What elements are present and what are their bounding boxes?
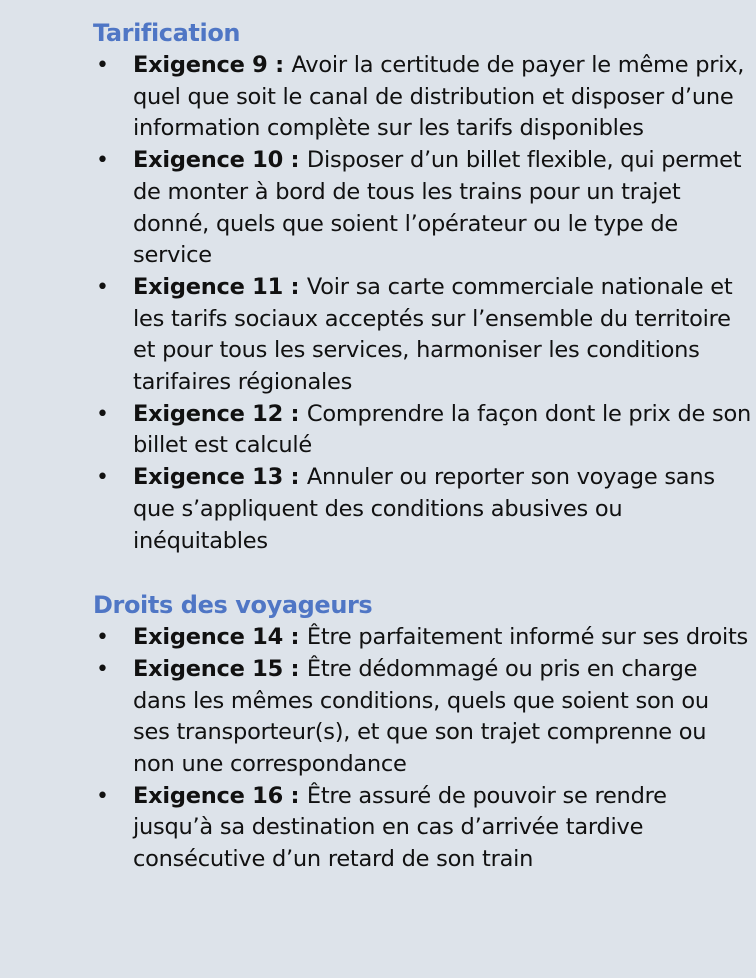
list-item <box>0 145 756 272</box>
requirements-list <box>0 622 756 876</box>
requirement-label: Exigence 9 : <box>133 52 292 78</box>
list-item <box>0 272 756 399</box>
section-droits-des-voyageurs <box>0 588 756 876</box>
requirement-text: Être assuré de pouvoir se rendre jusqu’à sa destination en cas d’arrivée tardive consécutive d’un retard de son train <box>133 782 667 873</box>
requirement-text: Avoir la certitude de payer le même prix, quel que soit le canal de distribution et disposer d’une information complète sur les tarifs disponibles <box>133 52 745 142</box>
section-heading: Tarification <box>93 19 241 47</box>
bullet-icon: • <box>96 625 109 651</box>
requirement-label: Exigence 15 : <box>133 655 307 682</box>
list-item <box>0 781 756 876</box>
bullet-icon: • <box>96 783 109 809</box>
requirement-text: Annuler ou reporter son voyage sans que s’appliquent des conditions abusives ou inéquitables <box>133 464 715 554</box>
requirement-label: Exigence 11 : <box>133 273 307 300</box>
requirement-label: Exigence 10 : <box>133 147 307 174</box>
list-item <box>0 462 756 557</box>
requirement-label: Exigence 14 : <box>133 624 307 651</box>
section-heading: Droits des voyageurs <box>93 591 373 620</box>
list-item <box>0 654 756 781</box>
requirement-label: Exigence 16 : <box>133 782 307 809</box>
section-tarification <box>0 16 756 557</box>
list-item <box>0 399 756 462</box>
requirement-text: Comprendre la façon dont le prix de son billet est calculé <box>133 400 751 459</box>
bullet-icon: • <box>96 401 109 427</box>
bullet-icon: • <box>96 274 109 300</box>
requirements-list <box>0 50 756 557</box>
requirement-text: Voir sa carte commerciale nationale et les tarifs sociaux acceptés sur l’ensemble du territoire et pour tous les services, harmoniser les conditions tarifaires régionales <box>133 273 733 396</box>
bullet-icon: • <box>96 148 109 174</box>
requirement-label: Exigence 13 : <box>133 464 307 491</box>
requirement-text: Disposer d’un billet flexible, qui permet de monter à bord de tous les trains pour un trajet donné, quels que soient l’opérateur ou le type de service <box>133 147 742 269</box>
bullet-icon: • <box>96 656 109 682</box>
requirement-text: Être parfaitement informé sur ses droits <box>306 624 749 651</box>
bullet-icon: • <box>96 465 109 491</box>
bullet-icon: • <box>96 53 109 78</box>
list-item <box>0 622 756 654</box>
requirement-text: Être dédommagé ou pris en charge dans les mêmes conditions, quels que soient son ou ses transporteur(s), et que son trajet comprenne ou non une correspondance <box>133 655 709 778</box>
requirement-label: Exigence 12 : <box>133 400 307 427</box>
list-item <box>0 50 756 145</box>
